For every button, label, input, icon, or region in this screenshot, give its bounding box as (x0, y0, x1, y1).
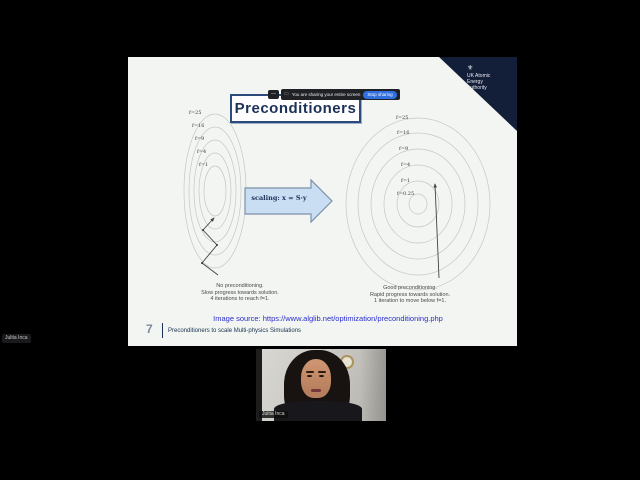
ukaea-crest-icon: ⚜ (467, 65, 474, 72)
caption-line: 4 iterations to reach f=1. (210, 296, 270, 302)
ukaea-logo-line3: Authority (467, 85, 487, 91)
left-contour-label: f=16 (192, 123, 205, 129)
left-plot-caption (180, 283, 300, 303)
minimize-button[interactable] (268, 90, 279, 99)
left-contour-label: f=9 (195, 136, 205, 142)
caption-line: Rapid progress towards solution. (369, 291, 451, 298)
right-contour-label: f=0.25 (397, 191, 415, 197)
monitor-icon: ▭ (284, 91, 289, 97)
shared-slide (128, 57, 517, 346)
left-contour-label: f=25 (189, 110, 202, 116)
presenter-lips (311, 389, 321, 392)
footer-divider (162, 323, 163, 338)
screen-share-toolbar (268, 89, 400, 100)
slide-page-number: 7 (146, 322, 153, 336)
right-contour-label: f=1 (401, 178, 411, 184)
minimize-icon: — (271, 91, 276, 97)
share-message: You are sharing your entire screen (291, 92, 361, 97)
ukaea-logo-line2: Energy (467, 79, 483, 85)
presenter-eyebrow (306, 371, 314, 373)
presenter-eye (319, 375, 324, 377)
image-source-link: Image source: https://www.alglib.net/optimization/preconditioning.php (213, 314, 443, 323)
share-toolbar-main (281, 89, 400, 100)
caption-line: Good preconditioning. (383, 285, 437, 291)
stop-sharing-button[interactable]: Stop sharing (363, 91, 396, 99)
ukaea-logo-line1: UK Atomic (467, 73, 491, 79)
right-contours (346, 115, 490, 290)
webcam-corner-shadow (360, 349, 386, 421)
left-contour-label: f=1 (199, 162, 209, 168)
slide-title: Preconditioners (234, 100, 357, 117)
right-contour-label: f=16 (397, 130, 410, 136)
right-contour-label: f=4 (401, 162, 411, 168)
caption-line: 1 iteration to move below f=1. (374, 298, 446, 304)
presenter-face (301, 359, 331, 398)
right-contour-label: f=25 (396, 115, 409, 121)
webcam-video-tile[interactable] (256, 349, 386, 421)
participant-name-overlay: Julita Inca (2, 334, 31, 343)
presenter-eyebrow (318, 371, 326, 373)
scaling-arrow-label: scaling: x = S·y (251, 194, 307, 202)
caption-line: Slow progress towards solution. (201, 289, 279, 296)
caption-line: No preconditioning. (216, 283, 264, 289)
presenter-eye (307, 375, 312, 377)
right-contour-label: f=9 (399, 146, 409, 152)
slide-footer-title: Preconditioners to scale Multi-physics Simulations (168, 328, 302, 334)
left-contour-label: f=4 (197, 149, 207, 155)
left-contours (184, 114, 246, 268)
right-plot-caption (350, 285, 470, 305)
webcam-name-tag: Julita Inca (259, 411, 288, 418)
